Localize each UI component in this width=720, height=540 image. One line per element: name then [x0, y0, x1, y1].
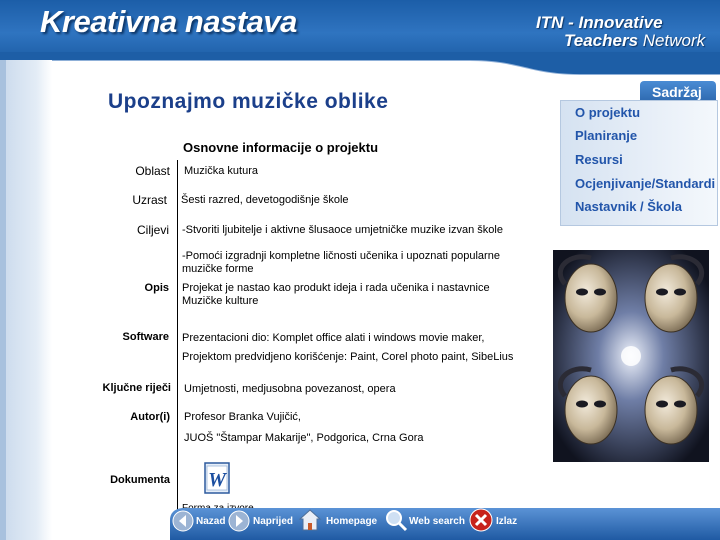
- value-software-1: Prezentacioni dio: Komplet office alati i windows movie maker,: [182, 332, 485, 344]
- menu-item-o-projektu[interactable]: O projektu: [575, 105, 641, 120]
- nav-back-button[interactable]: Nazad: [196, 516, 226, 527]
- label-opis: Opis: [144, 282, 169, 294]
- value-software-2: Projektom predvidjeno korišćenje: Paint, Corel photo paint, SibeLius: [182, 351, 514, 363]
- page-title: Upoznajmo muzičke oblike: [108, 90, 389, 113]
- label-ciljevi: Ciljevi: [136, 223, 169, 237]
- itn-logo-text: [536, 14, 705, 50]
- table-divider-line: [177, 160, 178, 515]
- value-opis-2: Muzičke kulture: [182, 295, 259, 307]
- word-document-icon[interactable]: [204, 462, 230, 494]
- itn-line-1: ITN - Innovative: [536, 13, 663, 32]
- masks-image: [553, 250, 709, 462]
- value-autor-1: Profesor Branka Vujičić,: [184, 411, 301, 423]
- nav-forward-button[interactable]: Naprijed: [253, 516, 294, 527]
- value-ciljevi-2b: muzičke forme: [182, 263, 254, 275]
- left-strip-line: [0, 60, 6, 540]
- word-icon-letter: W: [208, 469, 226, 491]
- nav-exit-button[interactable]: Izlaz: [496, 516, 518, 527]
- label-software: Software: [122, 331, 169, 343]
- section-heading: Osnovne informacije o projektu: [183, 140, 379, 155]
- label-kljucne-rijeci: Ključne riječi: [102, 382, 171, 394]
- nav-homepage-button[interactable]: Homepage: [326, 516, 378, 527]
- back-arrow-icon[interactable]: [172, 510, 194, 532]
- header-curve-decoration: [0, 52, 720, 78]
- label-autor: Autor(i): [130, 411, 170, 423]
- forward-arrow-icon[interactable]: [228, 510, 250, 532]
- itn-network: Network: [638, 31, 706, 50]
- menu-item-planiranje[interactable]: Planiranje: [575, 128, 638, 143]
- app-title: Kreativna nastava: [40, 4, 297, 39]
- value-kljucne-rijeci: Umjetnosti, medjusobna povezanost, opera: [184, 383, 396, 395]
- home-icon[interactable]: [298, 508, 322, 532]
- menu-item-resursi[interactable]: Resursi: [575, 152, 623, 167]
- itn-line-2: [536, 32, 705, 50]
- label-oblast: Oblast: [135, 164, 170, 178]
- value-autor-2: JUOŠ "Štampar Makarije", Podgorica, Crna Gora: [184, 432, 424, 444]
- value-oblast: Muzička kutura: [184, 165, 258, 177]
- value-ciljevi-1: -Stvoriti ljubitelje i aktivne šlusaoce umjetničke muzike izvan škole: [182, 224, 503, 236]
- nav-websearch-button[interactable]: Web search: [409, 516, 465, 527]
- magnifier-icon[interactable]: [384, 508, 408, 532]
- itn-teachers: Teachers: [564, 31, 639, 50]
- menu-item-nastavnik-skola[interactable]: Nastavnik / Škola: [575, 199, 682, 214]
- label-dokumenta: Dokumenta: [110, 474, 170, 486]
- left-decorative-strip: [0, 60, 52, 540]
- value-ciljevi-2a: -Pomoći izgradnji kompletne ličnosti učenika i upoznati popularne: [182, 250, 500, 262]
- label-uzrast: Uzrast: [132, 193, 167, 207]
- value-opis-1: Projekat je nastao kao produkt ideja i rada učenika i nastavnice: [182, 282, 490, 294]
- value-uzrast: Šesti razred, devetogodišnje škole: [181, 194, 349, 206]
- close-icon[interactable]: [469, 508, 493, 532]
- menu-item-ocjenjivanje[interactable]: Ocjenjivanje/Standardi: [575, 176, 716, 191]
- sidebar-tab-label: Sadržaj: [652, 84, 702, 100]
